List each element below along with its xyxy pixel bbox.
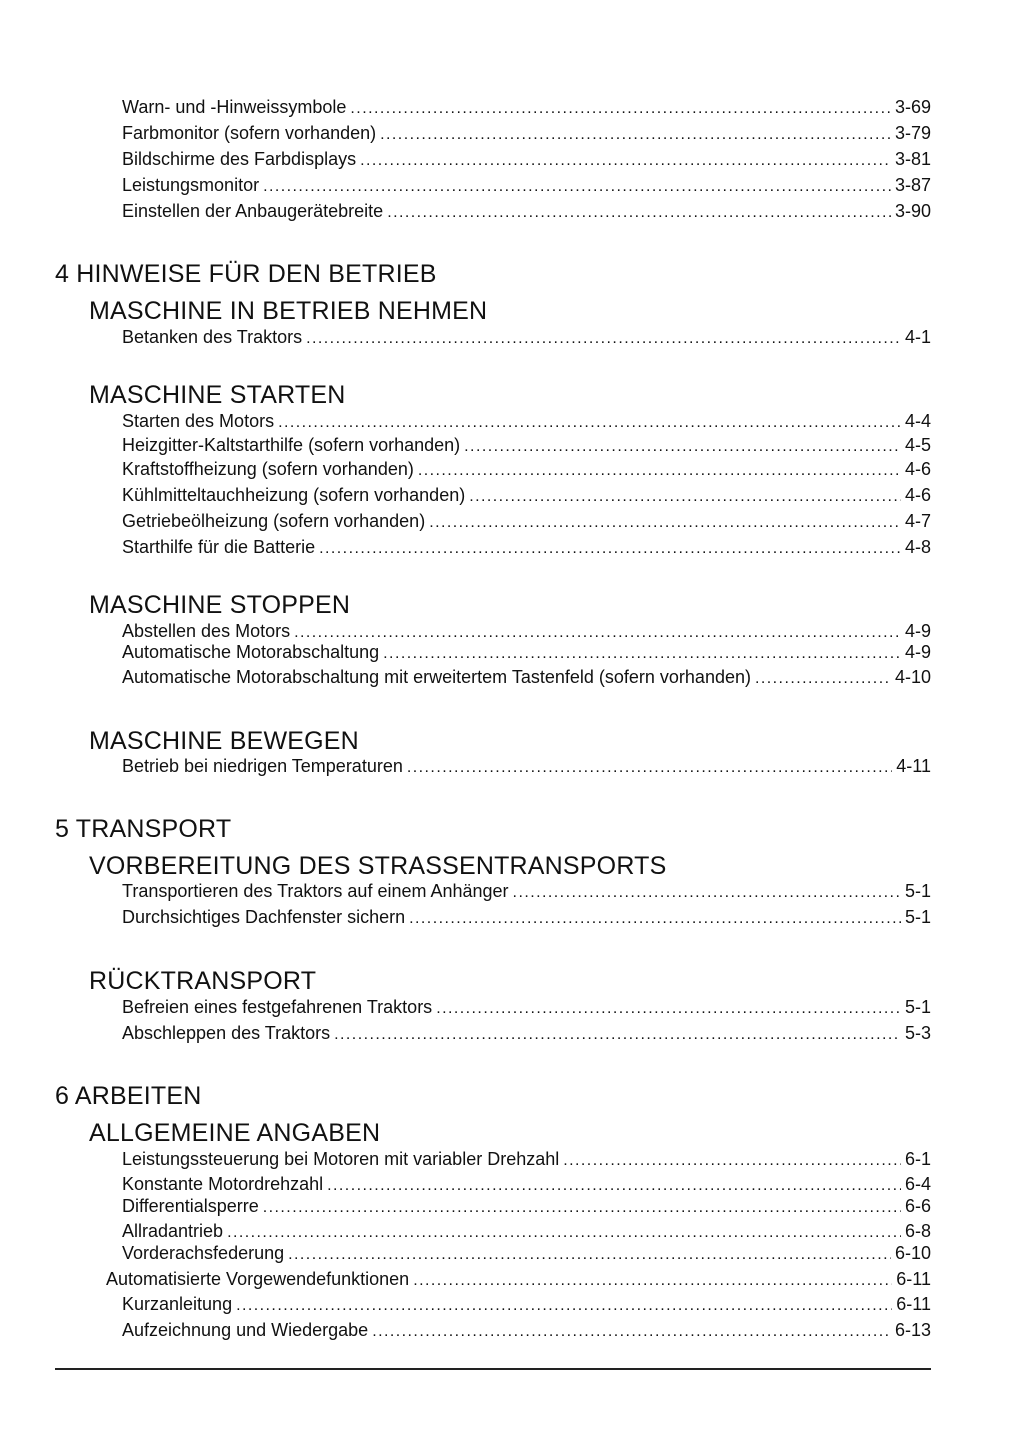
toc-entry-title: Warn- und -Hinweissymbole (122, 97, 347, 117)
toc-entry-title: Allradantrieb (122, 1221, 224, 1241)
toc-entry[interactable] (122, 432, 931, 456)
toc-entry[interactable] (122, 1193, 931, 1217)
toc-entry[interactable] (122, 198, 931, 222)
section-heading: MASCHINE STOPPEN (89, 591, 351, 619)
toc-entry-page: 6-13 (894, 1320, 931, 1340)
chapter-heading: 5 TRANSPORT (55, 815, 232, 843)
toc-leader-dots (513, 880, 901, 900)
toc-entry-page: 6-6 (904, 1196, 931, 1216)
toc-entry[interactable] (122, 1218, 931, 1242)
toc-entry-page: 5-3 (904, 1023, 931, 1043)
section-heading: RÜCKTRANSPORT (89, 967, 317, 995)
chapter-heading: 4 HINWEISE FÜR DEN BETRIEB (55, 260, 437, 288)
toc-entry-page: 4-9 (904, 621, 931, 641)
toc-leader-dots (360, 148, 891, 168)
toc-entry[interactable] (122, 639, 931, 663)
toc-entry-title: Transportieren des Traktors auf einem Anhänger (122, 881, 509, 901)
toc-entry-title: Kühlmitteltauchheizung (sofern vorhanden) (122, 485, 466, 505)
section-heading: MASCHINE IN BETRIEB NEHMEN (89, 297, 488, 325)
toc-entry-page: 4-8 (904, 537, 931, 557)
toc-leader-dots (263, 174, 891, 194)
toc-entry-page: 6-1 (904, 1149, 931, 1169)
toc-leader-dots (409, 906, 901, 926)
toc-entry-title: Abstellen des Motors (122, 621, 291, 641)
toc-entry-title: Betanken des Traktors (122, 327, 303, 347)
section-heading: MASCHINE BEWEGEN (89, 727, 359, 755)
toc-entry-title: Aufzeichnung und Wiedergabe (122, 1320, 369, 1340)
toc-entry-page: 5-1 (904, 881, 931, 901)
toc-leader-dots (319, 536, 901, 556)
toc-entry[interactable] (122, 994, 931, 1018)
toc-entry-title: Getriebeölheizung (sofern vorhanden) (122, 511, 426, 531)
footer-divider (55, 1368, 931, 1370)
toc-entry-page: 4-11 (896, 756, 931, 776)
toc-entry-title: Automatische Motorabschaltung (122, 642, 380, 662)
toc-entry-title: Befreien eines festgefahrenen Traktors (122, 997, 433, 1017)
toc-entry[interactable] (122, 324, 931, 348)
toc-entry[interactable] (122, 408, 931, 432)
toc-entry-page: 3-81 (894, 149, 931, 169)
toc-entry-page: 4-5 (904, 435, 931, 455)
toc-entry[interactable] (122, 1240, 931, 1264)
toc-leader-dots (429, 510, 901, 530)
toc-entry-page: 6-11 (896, 1294, 931, 1314)
toc-entry[interactable] (122, 753, 931, 777)
toc-entry[interactable] (122, 878, 931, 902)
toc-leader-dots (236, 1293, 892, 1313)
toc-entry[interactable] (122, 1291, 931, 1315)
toc-entry-page: 4-7 (904, 511, 931, 531)
toc-entry-page: 5-1 (904, 907, 931, 927)
toc-entry[interactable] (122, 664, 931, 688)
toc-entry-page: 4-4 (904, 411, 931, 431)
toc-leader-dots (380, 122, 891, 142)
toc-leader-dots (350, 96, 891, 116)
toc-entry-title: Starten des Motors (122, 411, 275, 431)
toc-leader-dots (387, 200, 891, 220)
toc-leader-dots (755, 666, 891, 686)
toc-entry-page: 3-90 (894, 201, 931, 221)
toc-leader-dots (278, 410, 901, 430)
toc-entry-page: 6-4 (904, 1174, 931, 1194)
toc-entry-title: Automatisierte Vorgewendefunktionen (106, 1269, 410, 1289)
toc-entry-page: 4-6 (904, 459, 931, 479)
toc-leader-dots (263, 1195, 901, 1215)
toc-entry-page: 3-69 (894, 97, 931, 117)
toc-entry[interactable] (122, 1146, 931, 1170)
toc-entry-page: 6-8 (904, 1221, 931, 1241)
toc-entry[interactable] (122, 94, 931, 118)
toc-entry[interactable] (122, 172, 931, 196)
toc-entry-title: Bildschirme des Farbdisplays (122, 149, 357, 169)
toc-entry-title: Leistungsmonitor (122, 175, 260, 195)
toc-leader-dots (327, 1173, 901, 1193)
toc-entry-page: 6-10 (894, 1243, 931, 1263)
toc-entry[interactable] (122, 1020, 931, 1044)
section-heading: VORBEREITUNG DES STRASSENTRANSPORTS (89, 852, 667, 880)
toc-entry-page: 4-10 (894, 667, 931, 687)
toc-entry-title: Differentialsperre (122, 1196, 259, 1216)
toc-entry-page: 3-79 (894, 123, 931, 143)
toc-entry-page: 4-9 (904, 642, 931, 662)
toc-entry-title: Starthilfe für die Batterie (122, 537, 316, 557)
toc-entry-page: 3-87 (894, 175, 931, 195)
section-heading: ALLGEMEINE ANGABEN (89, 1119, 381, 1147)
chapter-heading: 6 ARBEITEN (55, 1082, 202, 1110)
toc-entry-title: Automatische Motorabschaltung mit erweitertem Tastenfeld (sofern vorhanden) (122, 667, 751, 687)
toc-entry[interactable] (122, 482, 931, 506)
toc-leader-dots (306, 326, 901, 346)
toc-entry[interactable] (122, 904, 931, 928)
toc-leader-dots (334, 1022, 901, 1042)
toc-leader-dots (227, 1220, 901, 1240)
toc-entry-page: 4-1 (904, 327, 931, 347)
toc-leader-dots (464, 434, 901, 454)
toc-entry[interactable] (122, 508, 931, 532)
toc-leader-dots (413, 1268, 892, 1288)
toc-entry-title: Kraftstoffheizung (sofern vorhanden) (122, 459, 414, 479)
toc-entry-title: Kurzanleitung (122, 1294, 233, 1314)
toc-leader-dots (418, 458, 901, 478)
toc-entry[interactable] (106, 1266, 931, 1290)
toc-entry-page: 4-6 (904, 485, 931, 505)
toc-entry-title: Konstante Motordrehzahl (122, 1174, 324, 1194)
toc-leader-dots (407, 755, 892, 775)
toc-entry[interactable] (122, 1317, 931, 1341)
toc-leader-dots (294, 620, 901, 640)
toc-leader-dots (436, 996, 901, 1016)
toc-entry[interactable] (122, 120, 931, 144)
toc-entry[interactable] (122, 456, 931, 480)
toc-leader-dots (469, 484, 901, 504)
toc-entry-title: Vorderachsfederung (122, 1243, 285, 1263)
toc-entry[interactable] (122, 534, 931, 558)
toc-entry-title: Einstellen der Anbaugerätebreite (122, 201, 384, 221)
toc-entry-title: Betrieb bei niedrigen Temperaturen (122, 756, 403, 776)
toc-entry-title: Leistungssteuerung bei Motoren mit variabler Drehzahl (122, 1149, 560, 1169)
toc-leader-dots (372, 1319, 891, 1339)
toc-entry-title: Farbmonitor (sofern vorhanden) (122, 123, 377, 143)
toc-entry[interactable] (122, 1171, 931, 1195)
toc-entry-page: 5-1 (904, 997, 931, 1017)
toc-entry[interactable] (122, 146, 931, 170)
toc-entry-title: Abschleppen des Traktors (122, 1023, 331, 1043)
toc-leader-dots (383, 641, 901, 661)
toc-entry-title: Durchsichtiges Dachfenster sichern (122, 907, 406, 927)
section-heading: MASCHINE STARTEN (89, 381, 346, 409)
toc-entry-title: Heizgitter-Kaltstarthilfe (sofern vorhanden) (122, 435, 461, 455)
toc-entry-page: 6-11 (896, 1269, 931, 1289)
toc-leader-dots (563, 1148, 901, 1168)
toc-leader-dots (288, 1242, 891, 1262)
